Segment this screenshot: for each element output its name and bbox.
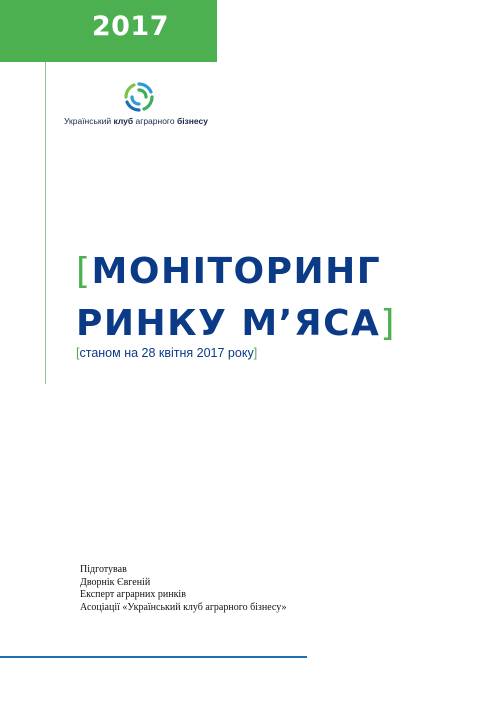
- bottom-divider: [0, 656, 307, 658]
- logo-caption-part: Український: [64, 116, 114, 126]
- title-close-bracket: ]: [380, 303, 396, 344]
- title-text-2: РИНКУ М’ЯСА: [76, 303, 381, 344]
- subtitle-date: [76, 346, 257, 360]
- subtitle-open-bracket: [: [76, 346, 80, 360]
- prepared-by-block: [80, 564, 286, 614]
- logo-caption-bold: клуб: [113, 116, 134, 126]
- year-banner: [0, 0, 217, 62]
- logo-caption-bold: бізнесу: [176, 116, 208, 126]
- title-open-bracket: [: [76, 251, 92, 292]
- year-label: 2017: [91, 11, 169, 42]
- title-line-2: [76, 298, 396, 350]
- vertical-divider: [45, 62, 46, 384]
- club-logo-icon: [122, 80, 156, 114]
- prepared-line: Підготував: [80, 564, 127, 575]
- subtitle-close-bracket: ]: [253, 346, 258, 360]
- logo-caption: [64, 116, 208, 126]
- subtitle-text: станом на 28 квітня 2017 року: [79, 346, 254, 360]
- title-line-1: [76, 246, 396, 298]
- logo-caption-part: аграрного: [133, 116, 177, 126]
- author-position: Експерт аграрних ринків: [80, 589, 186, 600]
- author-organization: Асоціації «Український клуб аграрного бізнесу»: [80, 601, 287, 613]
- page-title: [76, 246, 396, 350]
- author-name: Дворнік Євгеній: [80, 576, 151, 588]
- title-text-1: МОНІТОРИНГ: [91, 251, 382, 292]
